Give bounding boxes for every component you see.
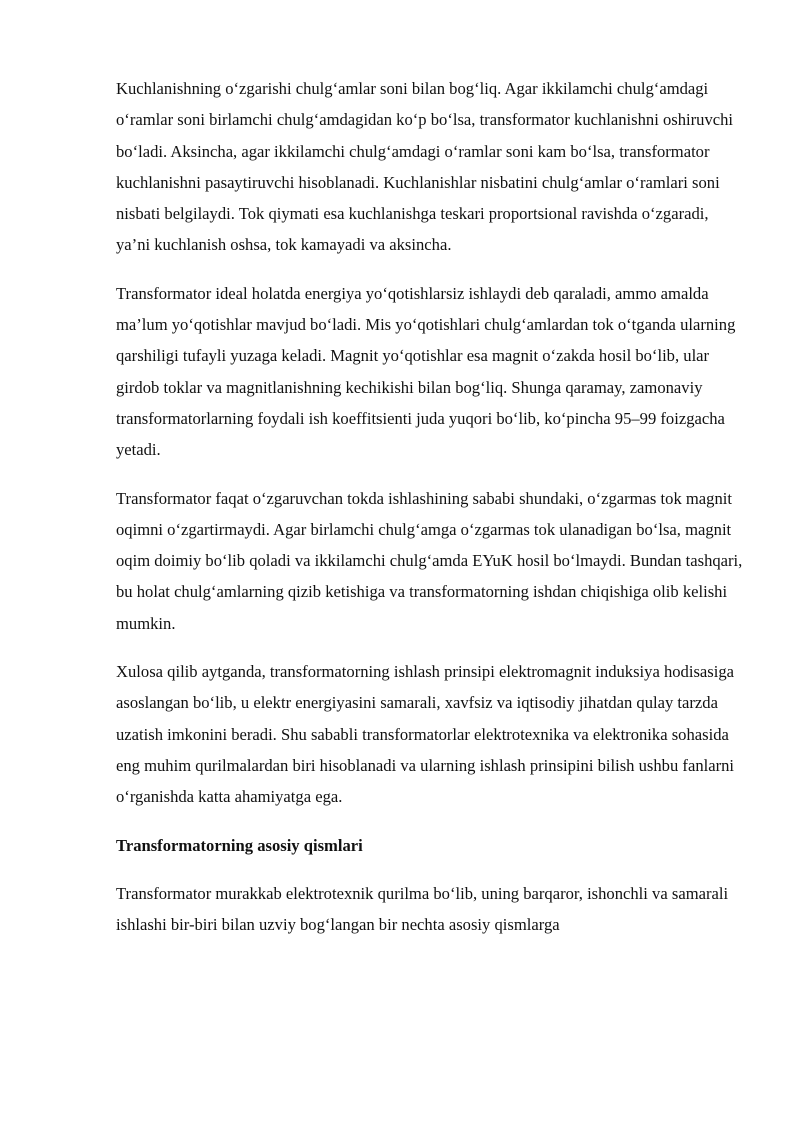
paragraph-voltage-turns: Kuchlanishning o‘zgarishi chulg‘amlar soni bilan bog‘liq. Agar ikkilamchi chulg‘amdagi o‘ramlar soni birlamchi chulg‘amdagidan ko‘p bo‘lsa, transformator kuchlanishni oshiruvchi bo‘ladi. Aksincha, agar ikkilamchi chulg‘amdagi o‘ramlar soni kam bo‘lsa, transformator kuchlanishni pasaytiruvchi hisoblanadi. Kuchlanishlar nisbatini chulg‘amlar o‘ramlari soni nisbati belgilaydi. Tok qiymati esa kuchlanishga teskari proportsional ravishda o‘zgaradi, ya’ni kuchlanish oshsa, tok kamayadi va aksincha.: [116, 79, 734, 255]
paragraph-ac-only: Transformator faqat o‘zgaruvchan tokda ishlashining sababi shundaki, o‘zgarmas tok magnit oqimni o‘zgartirmaydi. Agar birlamchi chulg‘amga o‘zgarmas tok ulanadigan bo‘lsa, magnit oqim doimiy bo‘lib qoladi va ikkilamchi chulg‘amda EYuK hosil bo‘lmaydi. Bundan tashqari, bu holat chulg‘amlarning qizib ketishiga va transformatorning ishdan chiqishiga olib kelishi mumkin.: [116, 488, 743, 633]
document-body: [116, 73, 746, 957]
paragraph-conclusion: Xulosa qilib aytganda, transformatorning ishlash prinsipi elektromagnit induksiya hodisasiga asoslangan bo‘lib, u elektr energiyasini samarali, xavfsiz va iqtisodiy jihatdan qulay tarzda uzatish imkonini beradi. Shu sababli transformatorlar elektrotexnika va elektronika sohasida eng muhim qurilmalardan biri hisoblanadi va ularning ishlash prinsipini bilish ushbu fanlarni o‘rganishda katta ahamiyatga ega.: [116, 662, 735, 807]
section-heading: Transformatorning asosiy qismlari: [116, 835, 363, 855]
paragraph-losses-efficiency: Transformator ideal holatda energiya yo‘qotishlarsiz ishlaydi deb qaraladi, ammo amalda ma’lum yo‘qotishlar mavjud bo‘ladi. Mis yo‘qotishlari chulg‘amlardan tok o‘tganda ularning qarshiligi tufayli yuzaga keladi. Magnit yo‘qotishlar esa magnit o‘zakda hosil bo‘lib, ular girdob toklar va magnitlanishning kechikishi bilan bog‘liq. Shunga qaramay, zamonaviy transformatorlarning foydali ish koeffitsienti juda yuqori bo‘lib, ko‘pincha 95–99 foizgacha yetadi.: [116, 283, 736, 460]
paragraph-main-parts-intro: Transformator murakkab elektrotexnik qurilma bo‘lib, uning barqaror, ishonchli va samarali ishlashi bir-biri bilan uzviy bog‘langan bir nechta asosiy qismlarga: [116, 883, 729, 935]
